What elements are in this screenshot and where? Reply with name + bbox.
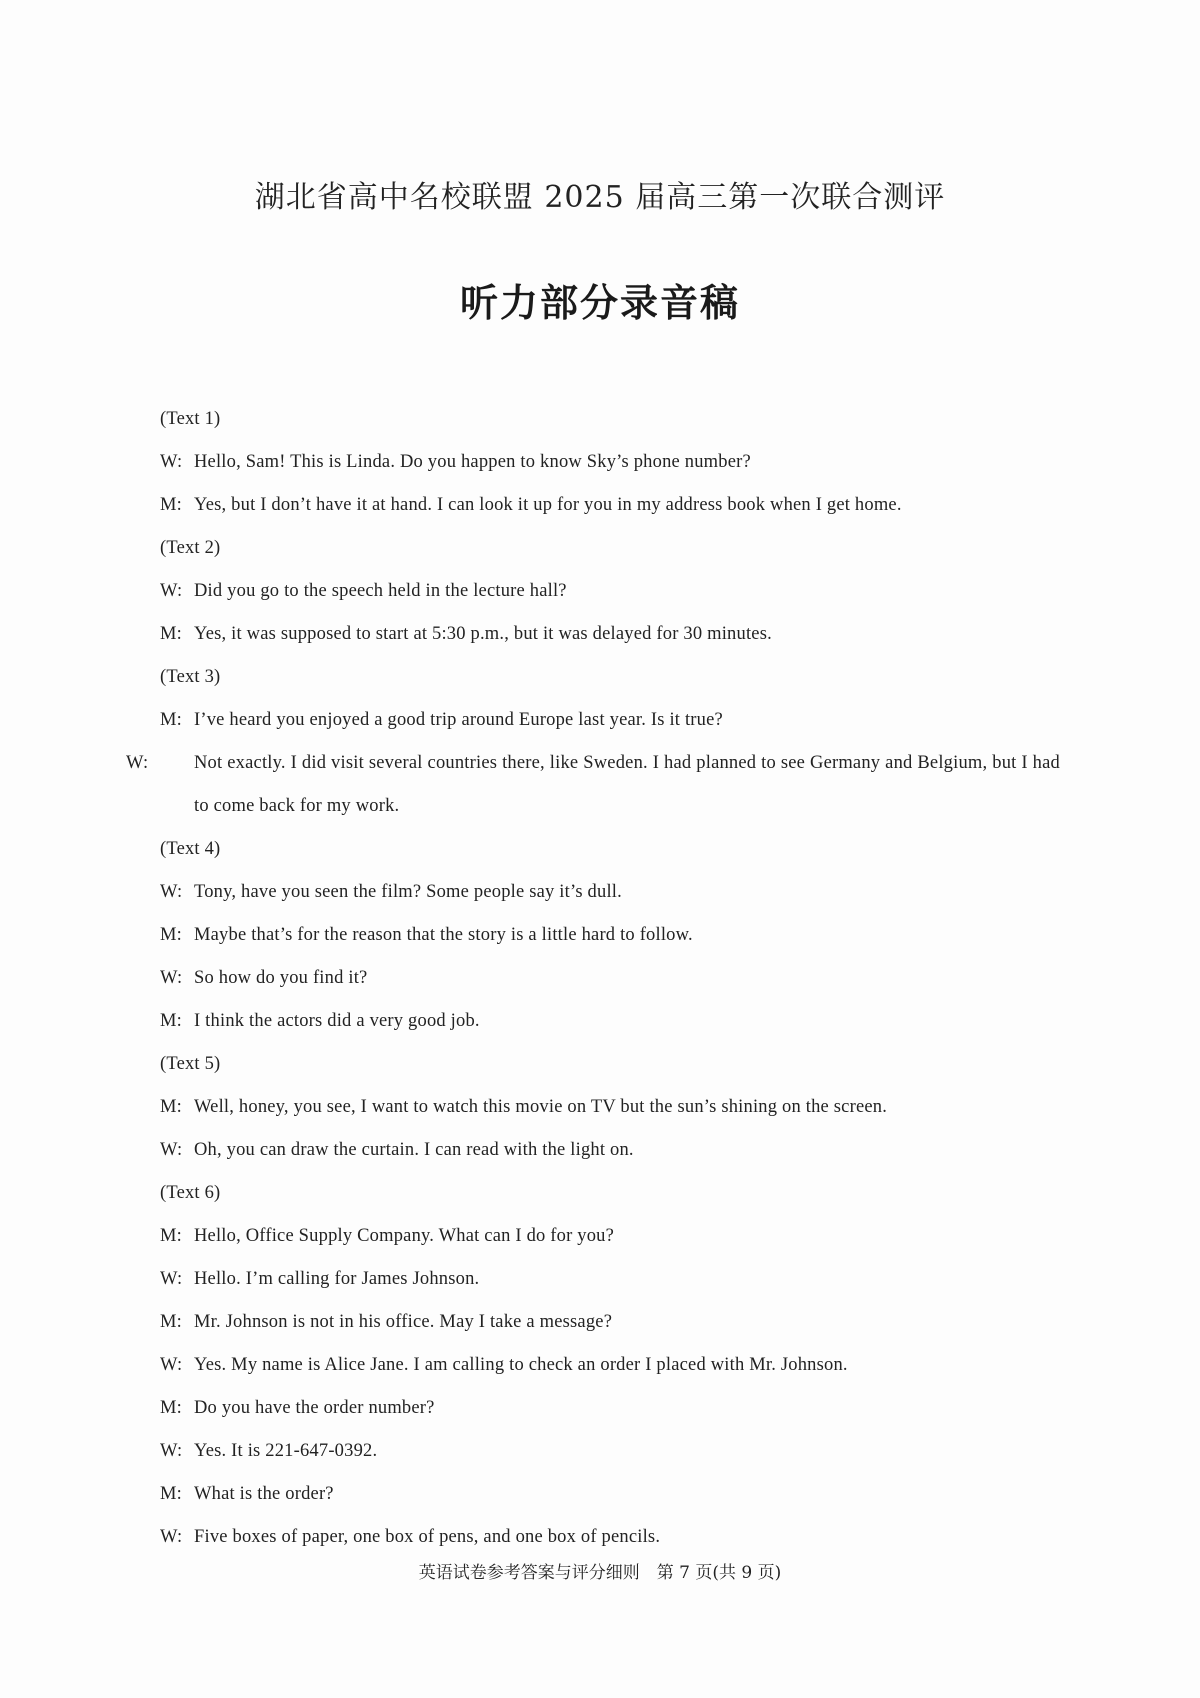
speaker-label: W:	[160, 1140, 183, 1160]
speaker-label: W:	[126, 753, 149, 773]
dialogue-line	[160, 871, 1060, 914]
dialogue-line	[160, 1516, 1060, 1559]
speaker-label: M:	[160, 495, 182, 515]
dialogue-line	[160, 914, 1060, 957]
speaker-label: M:	[160, 1312, 182, 1332]
dialogue-line	[160, 1215, 1060, 1258]
dialogue-line	[160, 1430, 1060, 1473]
dialogue-text: Well, honey, you see, I want to watch this movie on TV but the sun’s shining on the screen.	[194, 1097, 888, 1117]
dialogue-line	[160, 1129, 1060, 1172]
dialogue-text: Do you have the order number?	[194, 1398, 435, 1418]
dialogue-line	[160, 1344, 1060, 1387]
dialogue-line	[160, 1000, 1060, 1043]
speaker-label: M:	[160, 1398, 182, 1418]
speaker-label: M:	[160, 1484, 182, 1504]
dialogue-line	[160, 1387, 1060, 1430]
dialogue-text: Did you go to the speech held in the lecture hall?	[194, 581, 567, 601]
dialogue-line	[160, 570, 1060, 613]
section-label	[160, 656, 1060, 699]
speaker-label: W:	[160, 581, 183, 601]
dialogue-line	[160, 1258, 1060, 1301]
dialogue-text: Not exactly. I did visit several countries there, like Sweden. I had planned to see Germany and Belgium, but I had to come back for my work.	[194, 753, 1060, 816]
dialogue-text: Hello, Office Supply Company. What can I do for you?	[194, 1226, 615, 1246]
section-label	[160, 1043, 1060, 1086]
dialogue-text: Five boxes of paper, one box of pens, and one box of pencils.	[194, 1527, 661, 1547]
dialogue-text: What is the order?	[194, 1484, 334, 1504]
dialogue-line	[160, 441, 1060, 484]
section-label-text: (Text 3)	[160, 667, 221, 687]
dialogue-line	[160, 957, 1060, 1000]
section-label	[160, 398, 1060, 441]
speaker-label: W:	[160, 1441, 183, 1461]
dialogue-line	[160, 699, 1060, 742]
speaker-label: W:	[160, 1527, 183, 1547]
dialogue-text: Yes, but I don’t have it at hand. I can look it up for you in my address book when I get home.	[194, 495, 902, 515]
dialogue-line	[160, 484, 1060, 527]
exam-title: 湖北省高中名校联盟 2025 届高三第一次联合测评	[254, 180, 946, 215]
dialogue-text: Tony, have you seen the film? Some people say it’s dull.	[194, 882, 622, 902]
speaker-label: M:	[160, 624, 182, 644]
dialogue-text: Mr. Johnson is not in his office. May I take a message?	[194, 1312, 613, 1332]
dialogue-line	[160, 1473, 1060, 1516]
section-label-text: (Text 1)	[160, 409, 221, 429]
dialogue-line	[160, 1301, 1060, 1344]
speaker-label: W:	[160, 1355, 183, 1375]
dialogue-text: Yes. It is 221-647-0392.	[194, 1441, 378, 1461]
dialogue-line	[160, 1086, 1060, 1129]
section-label	[160, 527, 1060, 570]
speaker-label: W:	[160, 452, 183, 472]
section-label	[160, 828, 1060, 871]
dialogue-text: Hello. I’m calling for James Johnson.	[194, 1269, 480, 1289]
section-label	[160, 1172, 1060, 1215]
dialogue-text: Oh, you can draw the curtain. I can read with the light on.	[194, 1140, 634, 1160]
speaker-label: M:	[160, 1226, 182, 1246]
section-label-text: (Text 6)	[160, 1183, 221, 1203]
speaker-label: M:	[160, 1011, 182, 1031]
speaker-label: M:	[160, 925, 182, 945]
page-footer: 英语试卷参考答案与评分细则 第 7 页(共 9 页)	[418, 1563, 782, 1583]
dialogue-text: Yes, it was supposed to start at 5:30 p.m., but it was delayed for 30 minutes.	[194, 624, 772, 644]
document-title: 听力部分录音稿	[459, 281, 740, 325]
dialogue-text: I’ve heard you enjoyed a good trip around Europe last year. Is it true?	[194, 710, 723, 730]
speaker-label: W:	[160, 968, 183, 988]
speaker-label: M:	[160, 1097, 182, 1117]
speaker-label: W:	[160, 882, 183, 902]
speaker-label: W:	[160, 1269, 183, 1289]
dialogue-text: Hello, Sam! This is Linda. Do you happen to know Sky’s phone number?	[194, 452, 751, 472]
section-label-text: (Text 2)	[160, 538, 221, 558]
dialogue-text: Yes. My name is Alice Jane. I am calling to check an order I placed with Mr. Johnson.	[194, 1355, 848, 1375]
section-label-text: (Text 4)	[160, 839, 221, 859]
dialogue-line	[126, 742, 1060, 828]
section-label-text: (Text 5)	[160, 1054, 221, 1074]
dialogue-text: I think the actors did a very good job.	[194, 1011, 480, 1031]
speaker-label: M:	[160, 710, 182, 730]
dialogue-text: Maybe that’s for the reason that the story is a little hard to follow.	[194, 925, 693, 945]
dialogue-text: So how do you find it?	[194, 968, 368, 988]
dialogue-line	[160, 613, 1060, 656]
listening-transcript	[126, 398, 1060, 1559]
